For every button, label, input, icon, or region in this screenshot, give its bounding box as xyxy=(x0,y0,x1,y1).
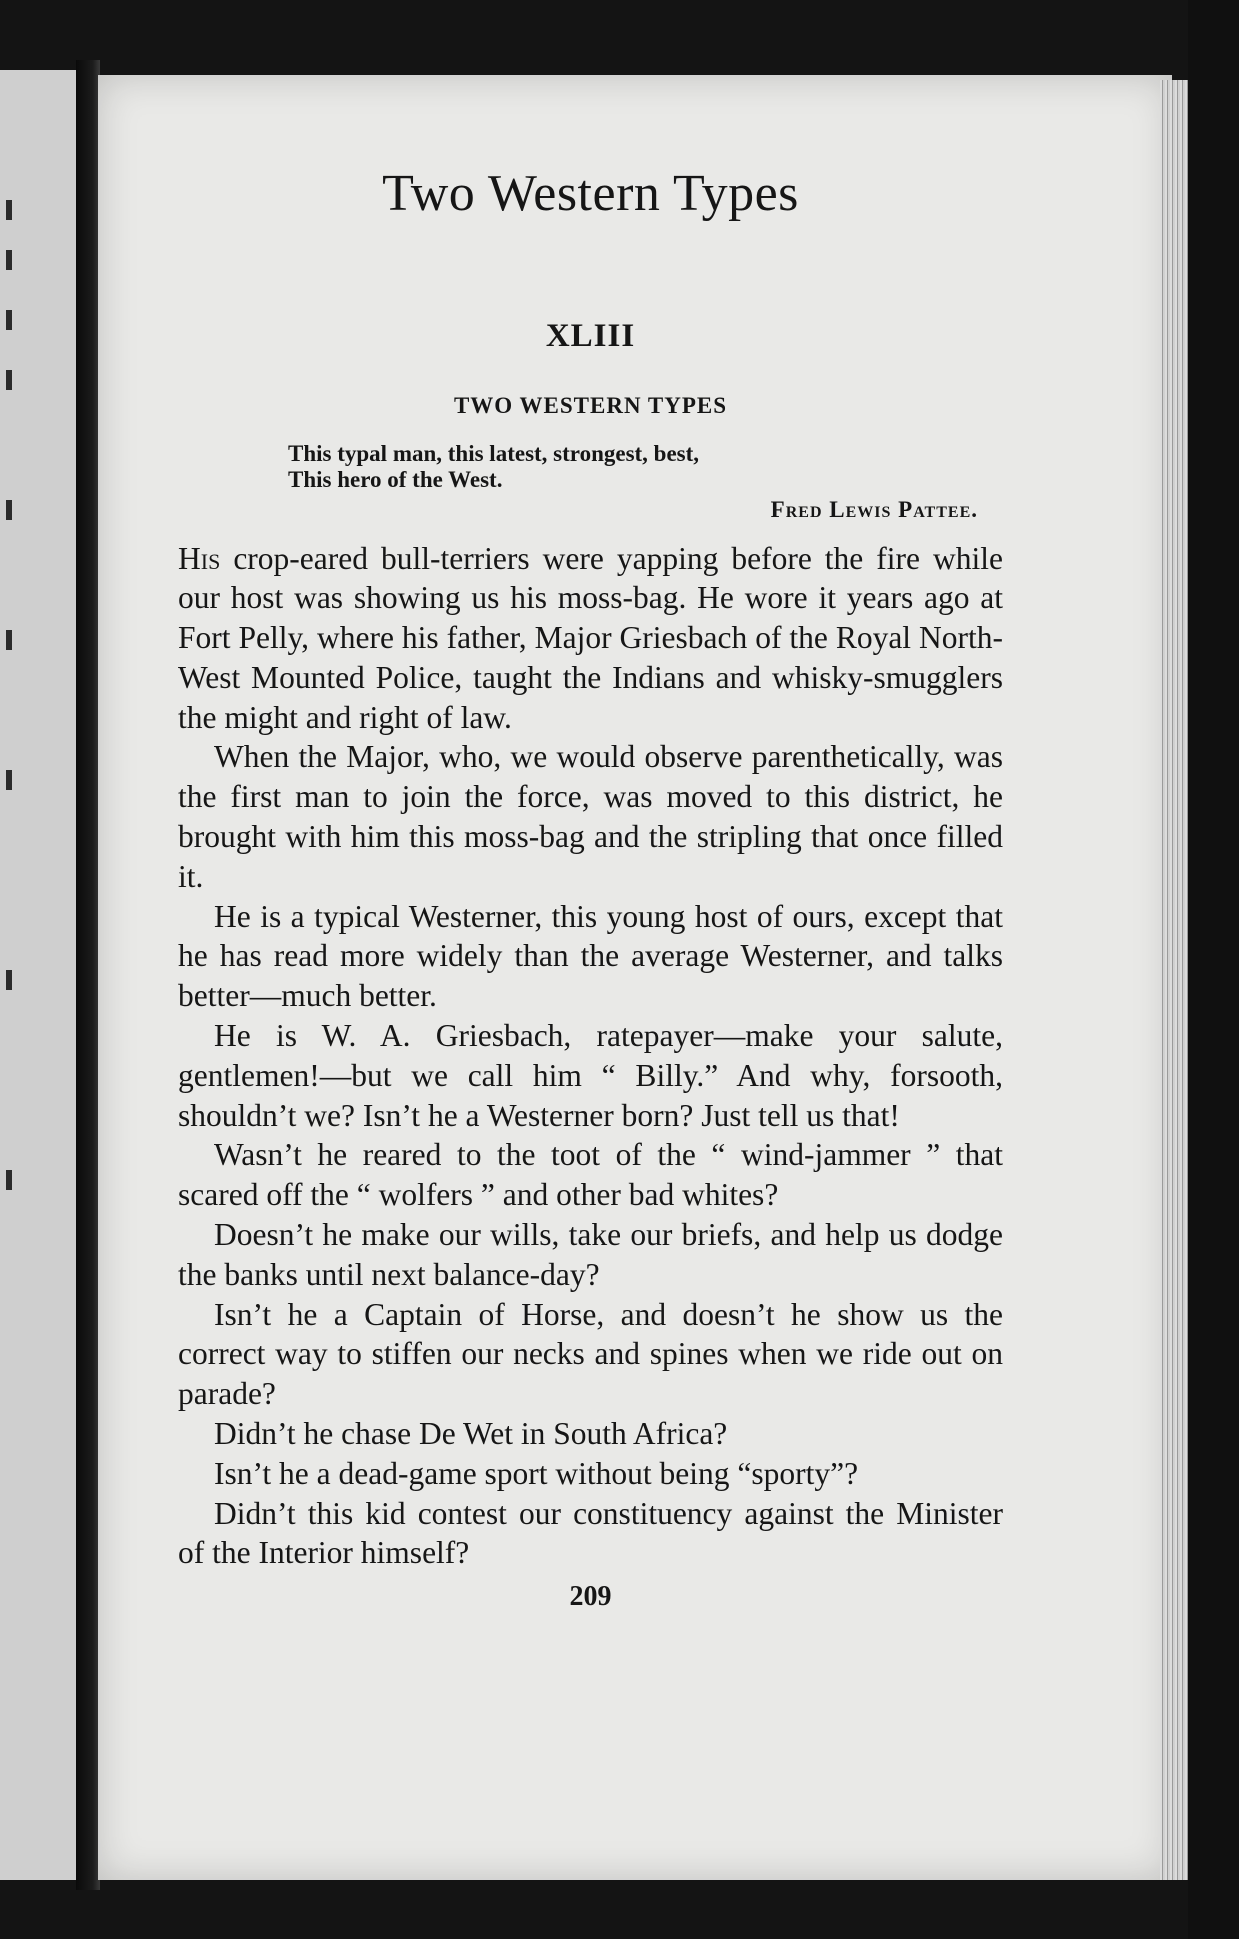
bleed-mark xyxy=(6,370,12,390)
paragraph: Didn’t this kid contest our constituency against the Minister of the Interior himself? xyxy=(178,1495,1003,1571)
bleed-mark xyxy=(6,200,12,220)
bleed-mark xyxy=(6,1170,12,1190)
book-gutter xyxy=(76,60,100,1890)
paragraph: When the Major, who, we would observe parenthetically, was the first man to join the force, was moved to this district, he brought with him this moss-bag and the stripling that once filled it. xyxy=(178,739,1003,894)
page-content xyxy=(178,150,1003,1613)
paragraph: He is a typical Westerner, this young host of ours, except that he has read more widely than the average Westerner, and talks better—much better. xyxy=(178,898,1003,1014)
paragraph: Doesn’t he make our wills, take our briefs, and help us dodge the banks until next balance-day? xyxy=(178,1217,1003,1292)
bleed-mark xyxy=(6,630,12,650)
bleed-mark xyxy=(6,770,12,790)
bleed-mark xyxy=(6,970,12,990)
epigraph-attribution: Fred Lewis Pattee. xyxy=(770,496,978,522)
page-stack-edge xyxy=(1160,80,1188,1880)
paragraph xyxy=(178,539,1003,738)
paragraph: Wasn’t he reared to the toot of the “ wind-jammer ” that scared off the “ wolfers ” and other bad whites? xyxy=(178,1137,1003,1213)
bleed-mark xyxy=(6,250,12,270)
paragraph: Isn’t he a dead-game sport without being “sporty”? xyxy=(214,1455,859,1491)
paragraph: He is W. A. Griesbach, ratepayer—make your salute, gentlemen!—but we call him “ Billy.” And why, forsooth, shouldn’t we? Isn’t he a Westerner born? Just tell us that! xyxy=(178,1018,1003,1133)
epigraph-line: This hero of the West. xyxy=(288,466,503,492)
chapter-number: XLIII xyxy=(545,318,636,354)
bleed-mark xyxy=(6,500,12,520)
paragraph: Didn’t he chase De Wet in South Africa? xyxy=(214,1416,728,1452)
body-text xyxy=(178,539,1003,1574)
epigraph-line: This typal man, this latest, strongest, best, xyxy=(288,441,700,466)
chapter-title: TWO WESTERN TYPES xyxy=(453,393,728,418)
paragraph: Isn’t he a Captain of Horse, and doesn’t he show us the correct way to stiffen our necks and spines when we ride out on parade? xyxy=(178,1296,1003,1412)
paragraph-lead-word: His xyxy=(178,540,221,576)
previous-page-edge xyxy=(0,70,78,1880)
epigraph xyxy=(178,441,1003,493)
paragraph-text: crop-eared bull-terriers were yapping before the fire while our host was showing us his moss-bag. He wore it years ago at Fort Pelly, where his father, Major Griesbach of the Royal North-West Mounted Police, taught the Indians and whisky-smugglers the might and right of law. xyxy=(178,540,1003,735)
scan-background xyxy=(1188,0,1239,1939)
running-head: Two Western Types xyxy=(382,165,799,222)
page-number: 209 xyxy=(569,1581,612,1613)
bleed-mark xyxy=(6,310,12,330)
